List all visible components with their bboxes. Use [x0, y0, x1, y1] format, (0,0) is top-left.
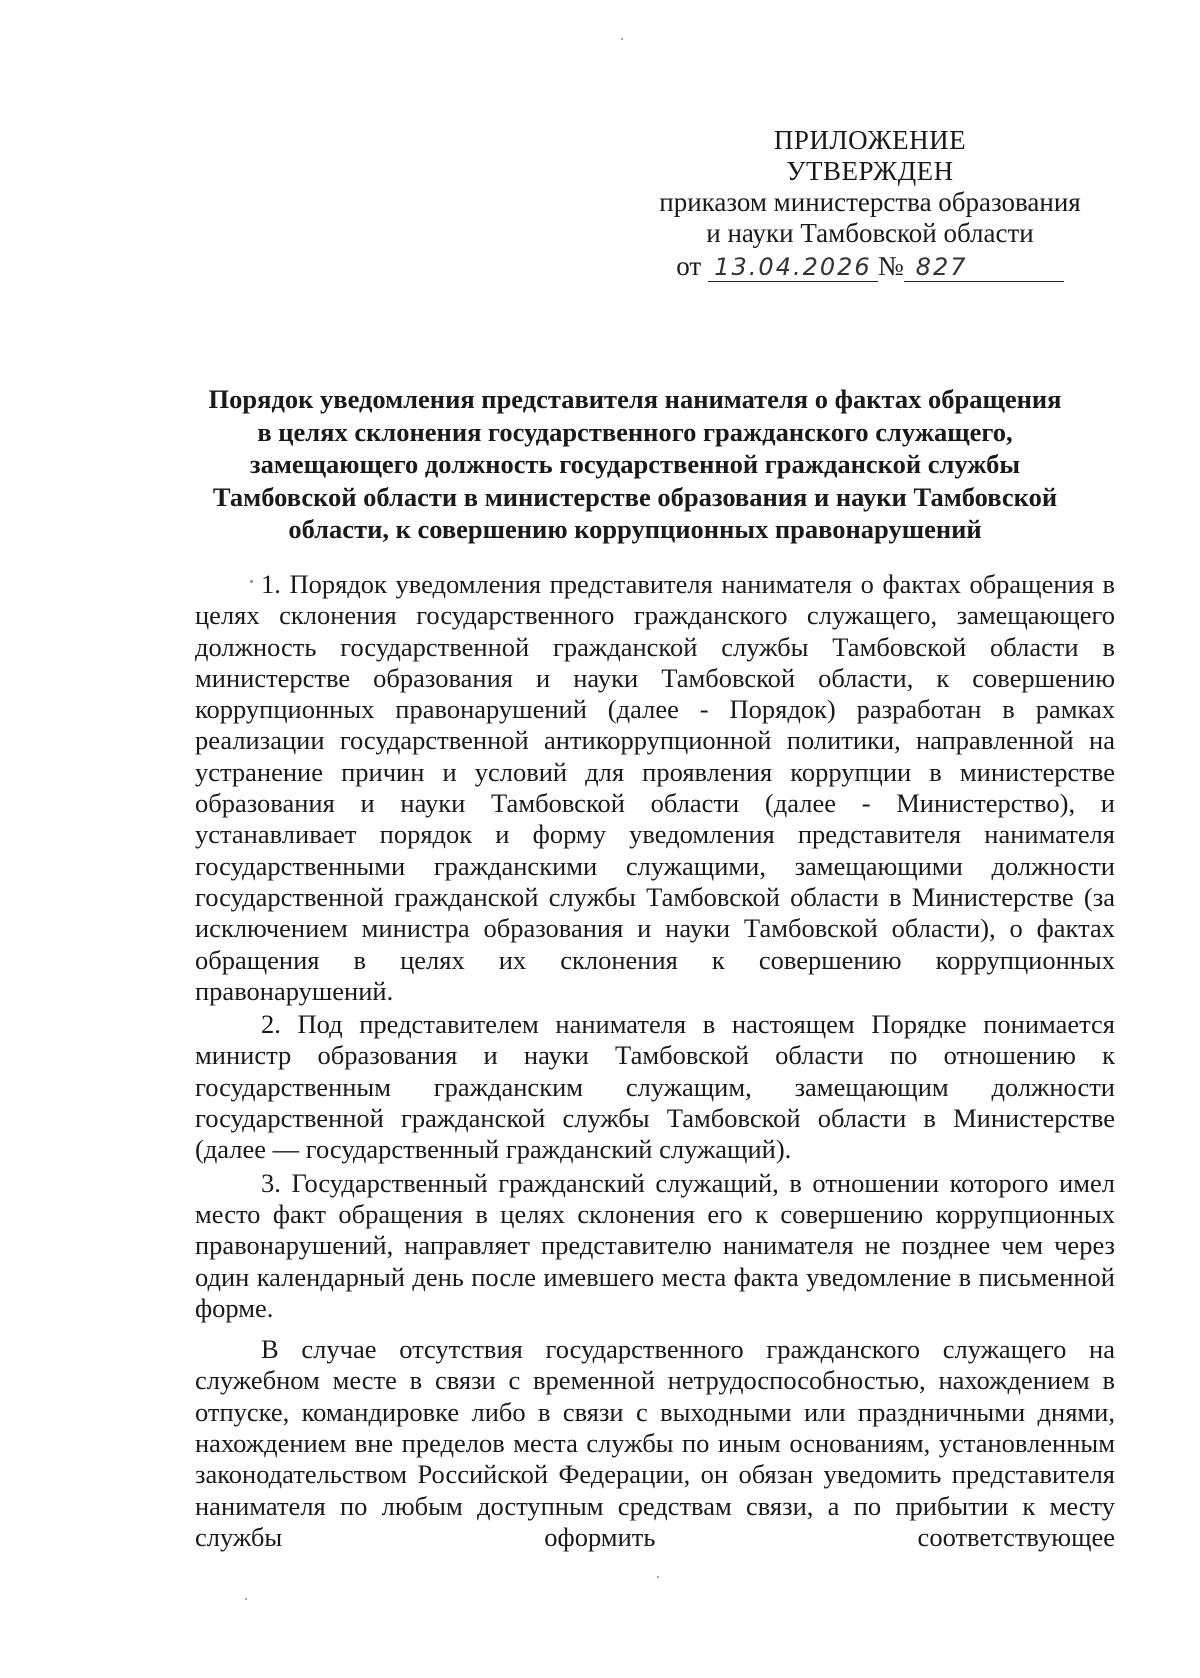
document-body — [195, 569, 1115, 1553]
approved-by-order: приказом министерства образования — [659, 187, 1081, 217]
approved-by-authority: и науки Тамбовской области — [706, 218, 1034, 248]
appendix-heading: ПРИЛОЖЕНИЕ — [773, 125, 967, 155]
handwritten-date: 13.04.2026 — [708, 253, 878, 282]
paragraph-2: 2. Под представителем нанимателя в настоящем Порядке понимается министр образования и науки Тамбовской области по отношению к государственным гражданским служащим, замещающим должности государственной гражданской службы Тамбовской области в Министерстве (далее — государственный гражданский служащий). — [195, 1009, 1115, 1165]
approved-heading: УТВЕРЖДЕН — [786, 156, 954, 186]
approval-stamp-block — [620, 125, 1120, 282]
scan-speck — [250, 580, 253, 583]
order-date-line — [620, 251, 1120, 282]
title-line: в целях склонения государственного гражданского служащего, — [257, 416, 1013, 447]
title-line: Порядок уведомления представителя нанимателя о фактах обращения — [208, 384, 1062, 414]
scan-speck — [621, 38, 623, 40]
document-title — [150, 383, 1120, 546]
handwritten-order-number: 827 — [904, 253, 1064, 282]
paragraph-1: 1. Порядок уведомления представителя нанимателя о фактах обращения в целях склонения государственного гражданского служащего, замещающего должность государственной гражданской службы Тамбовской области в министерстве образования и науки Тамбовской области, к совершению коррупционных правонарушений (далее - Порядок) разработан в рамках реализации государственной антикоррупционной политики, направленной на устранение причин и условий для проявления коррупции в министерстве образования и науки Тамбовской области (далее - Министерство), и устанавливает порядок и форму уведомления представителя нанимателя государственными гражданскими служащими, замещающими должности государственной гражданской службы Тамбовской области в Министерстве (за исключением министра образования и науки Тамбовской области), о фактах обращения в целях их склонения к совершению коррупционных правонарушений. — [195, 569, 1115, 1006]
title-line: Тамбовской области в министерстве образования и науки Тамбовской — [212, 481, 1058, 512]
date-prefix: от — [676, 251, 702, 281]
paragraph-3: 3. Государственный гражданский служащий, в отношении которого имел место факт обращения в целях склонения его к совершению коррупционных правонарушений, направляет представителю нанимателя не позднее чем через один календарный день после имевшего места факта уведомление в письменной форме. — [195, 1167, 1115, 1323]
title-line: замещающего должность государственной гражданской службы — [249, 449, 1021, 479]
title-line: области, к совершению коррупционных правонарушений — [288, 514, 982, 544]
number-sign: № — [877, 251, 904, 281]
paragraph-3-continued: В случае отсутствия государственного гражданского служащего на служебном месте в связи с временной нетрудоспособностью, нахождением в отпуске, командировке либо в связи с выходными или праздничными днями, нахождением вне пределов места службы по иным основаниям, установленным законодательством Российской Федерации, он обязан уведомить представителя нанимателя по любым доступным средствам связи, а по прибытии к месту службы оформить соответствующее — [195, 1334, 1115, 1552]
scan-speck — [245, 1598, 247, 1600]
scan-speck — [657, 1576, 659, 1578]
